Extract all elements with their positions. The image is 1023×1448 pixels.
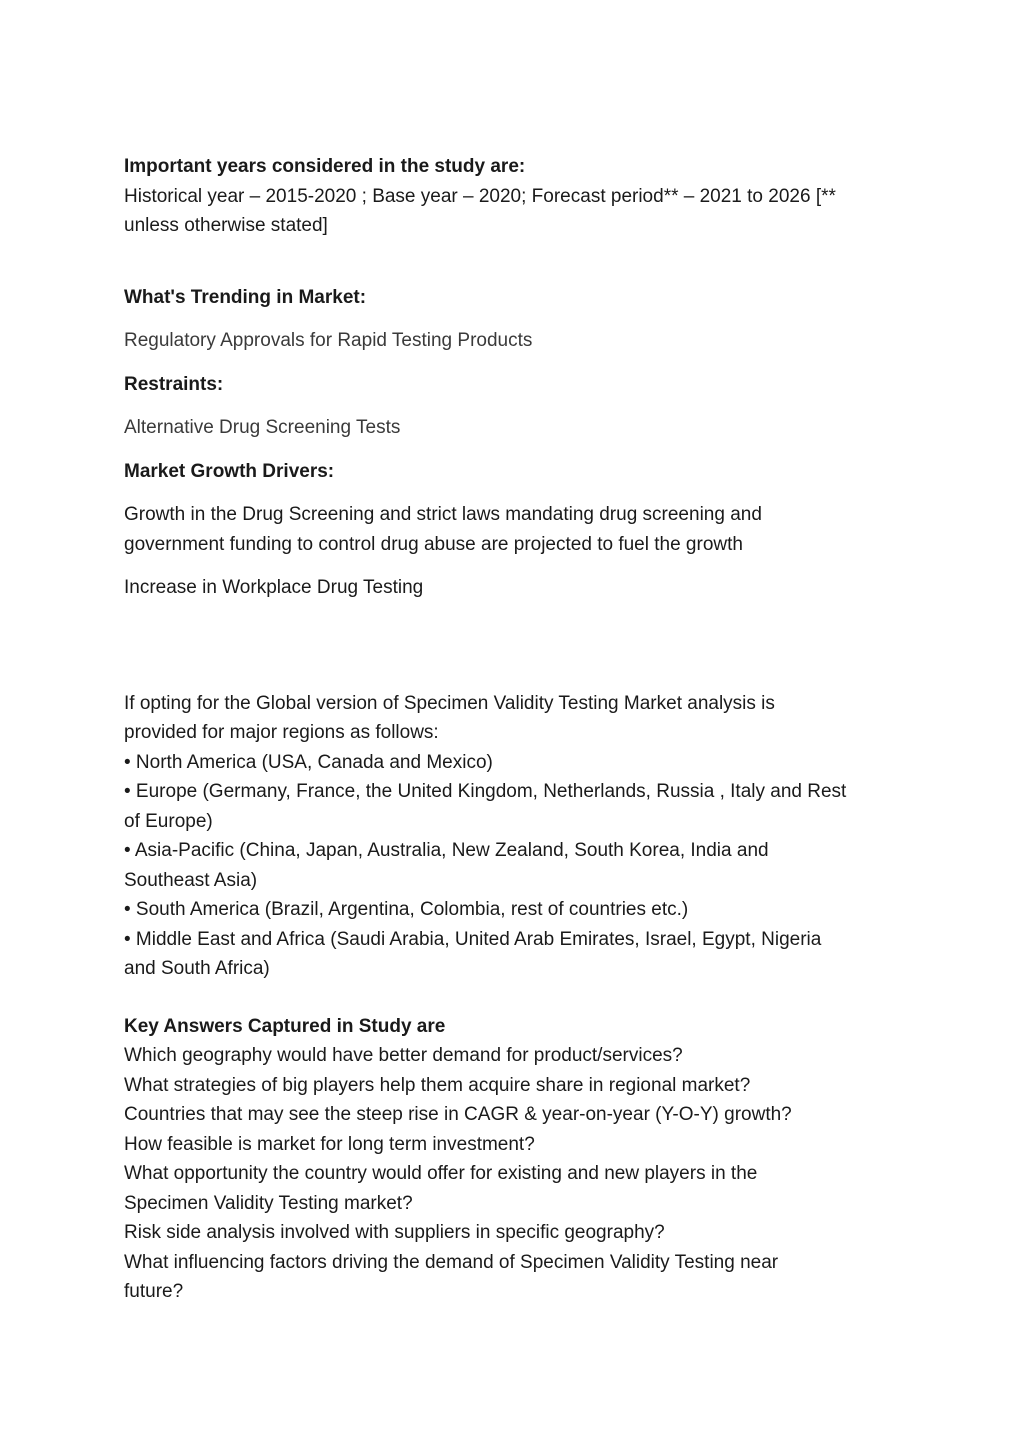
- drivers-item2: Increase in Workplace Drug Testing: [124, 577, 424, 598]
- key-answer-q5-line2: Specimen Validity Testing market?: [124, 1192, 413, 1214]
- trending-item: Regulatory Approvals for Rapid Testing Products: [124, 330, 533, 351]
- years-text-line1: Historical year – 2015-2020 ; Base year – 2020; Forecast period** – 2021 to 2026 [**: [124, 185, 836, 207]
- region-mea-line1: • Middle East and Africa (Saudi Arabia, United Arab Emirates, Israel, Egypt, Nigeria: [124, 928, 822, 950]
- region-mea-line2: and South Africa): [124, 958, 270, 979]
- spacer: [124, 603, 904, 689]
- spacer: [124, 399, 904, 413]
- region-asia-pacific-line2: Southeast Asia): [124, 869, 258, 891]
- region-south-america: • South America (Brazil, Argentina, Colombia, rest of countries etc.): [124, 899, 689, 920]
- key-answer-q3: Countries that may see the steep rise in CAGR & year-on-year (Y-O-Y) growth?: [124, 1104, 792, 1125]
- years-heading: Important years considered in the study are:: [124, 156, 526, 177]
- spacer: [124, 241, 904, 269]
- region-north-america: • North America (USA, Canada and Mexico): [124, 751, 493, 773]
- drivers-item1-line1: Growth in the Drug Screening and strict laws mandating drug screening and: [124, 504, 762, 525]
- spacer: [124, 559, 904, 573]
- region-europe-line1: • Europe (Germany, France, the United Kingdom, Netherlands, Russia , Italy and Rest: [124, 781, 847, 802]
- key-answer-q1: Which geography would have better demand for product/services?: [124, 1045, 683, 1066]
- spacer: [124, 356, 904, 370]
- spacer: [124, 269, 904, 283]
- key-answer-q7-line2: future?: [124, 1281, 184, 1302]
- spacer: [124, 312, 904, 326]
- region-asia-pacific-line1: • Asia-Pacific (China, Japan, Australia, New Zealand, South Korea, India and: [124, 840, 769, 861]
- key-answer-q4: How feasible is market for long term investment?: [124, 1133, 535, 1155]
- trending-heading: What's Trending in Market:: [124, 286, 367, 308]
- region-europe-line2: of Europe): [124, 810, 213, 832]
- spacer: [124, 443, 904, 457]
- key-answer-q5-line1: What opportunity the country would offer for existing and new players in the: [124, 1163, 758, 1184]
- document-body: [124, 152, 904, 1307]
- key-answer-q2: What strategies of big players help them acquire share in regional market?: [124, 1074, 751, 1096]
- restraints-heading: Restraints:: [124, 373, 224, 395]
- restraints-item: Alternative Drug Screening Tests: [124, 417, 401, 438]
- key-answer-q7-line1: What influencing factors driving the demand of Specimen Validity Testing near: [124, 1251, 779, 1273]
- key-answer-q6: Risk side analysis involved with suppliers in specific geography?: [124, 1222, 665, 1243]
- years-text-line2: unless otherwise stated]: [124, 215, 328, 236]
- drivers-heading: Market Growth Drivers:: [124, 460, 335, 482]
- drivers-item1-line2: government funding to control drug abuse are projected to fuel the growth: [124, 533, 743, 555]
- spacer: [124, 984, 904, 1012]
- key-answers-heading: Key Answers Captured in Study are: [124, 1015, 446, 1037]
- regions-intro-line2: provided for major regions as follows:: [124, 722, 439, 743]
- spacer: [124, 486, 904, 500]
- regions-intro-line1: If opting for the Global version of Specimen Validity Testing Market analysis is: [124, 692, 775, 714]
